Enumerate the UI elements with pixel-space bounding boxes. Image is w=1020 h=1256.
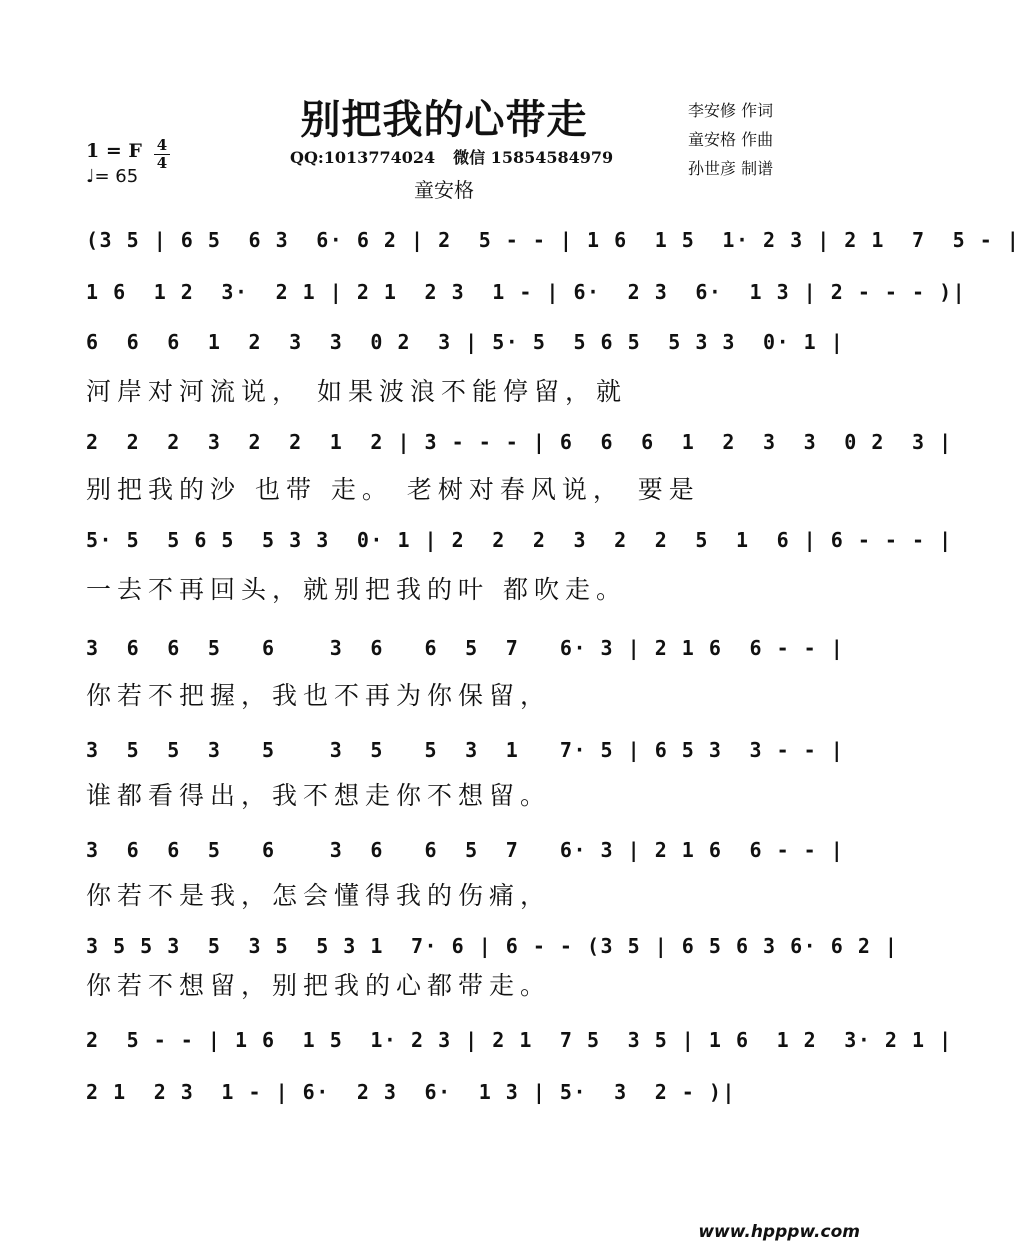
notation-line-1: (3 5 | 6 5 6 3 6· 6 2 | 2 5 - - | 1 6 1 5 1· 2 3 | 2 1 7 5 - | — [86, 228, 1020, 252]
notation-line-7: 3 5 5 3 5 3 5 5 3 1 7· 5 | 6 5 3 3 - - | — [86, 738, 845, 762]
notation-line-2: 1 6 1 2 3· 2 1 | 2 1 2 3 1 - | 6· 2 3 6· 1 3 | 2 - - - )| — [86, 280, 967, 304]
lyric-line-7: 谁都看得出，我不想走你不想留。 — [86, 781, 552, 810]
lyric-line-6: 你若不把握，我也不再为你保留， — [86, 681, 552, 710]
lyricist-credit: 李安修 作词 — [688, 101, 774, 120]
notation-line-8: 3 6 6 5 6 3 6 6 5 7 6· 3 | 2 1 6 6 - - | — [86, 838, 845, 862]
notation-line-10: 2 5 - - | 1 6 1 5 1· 2 3 | 2 1 7 5 3 5 | 1 6 1 2 3· 2 1 | — [86, 1028, 953, 1052]
notation-line-6: 3 6 6 5 6 3 6 6 5 7 6· 3 | 2 1 6 6 - - | — [86, 636, 845, 660]
lyric-line-4: 别把我的沙 也带 走。 老树对春风说， 要是 — [86, 475, 700, 504]
time-signature — [154, 138, 170, 171]
notation-line-11: 2 1 2 3 1 - | 6· 2 3 6· 1 3 | 5· 3 2 - )| — [86, 1080, 736, 1104]
composer-credit: 童安格 作曲 — [688, 130, 774, 149]
lyric-line-8: 你若不是我，怎会懂得我的伤痛， — [86, 881, 552, 910]
contact-wechat: 微信 15854584979 — [453, 148, 614, 167]
contact-info — [290, 145, 613, 168]
lyric-line-9: 你若不想留，别把我的心都带走。 — [86, 971, 552, 1000]
singer-name: 童安格 — [414, 178, 474, 202]
time-signature-top: 4 — [156, 136, 168, 154]
notation-line-5: 5· 5 5 6 5 5 3 3 0· 1 | 2 2 2 3 2 2 5 1 6 | 6 - - - | — [86, 528, 953, 552]
arranger-credit: 孙世彦 制谱 — [688, 159, 774, 178]
notation-line-4: 2 2 2 3 2 2 1 2 | 3 - - - | 6 6 6 1 2 3 3 0 2 3 | — [86, 430, 953, 454]
tempo-marking: ♩= 65 — [86, 166, 139, 187]
time-signature-bottom: 4 — [156, 154, 168, 172]
score-title: 别把我的心带走 — [300, 96, 588, 143]
credits-block — [688, 96, 773, 183]
lyric-line-3: 河岸对河流说， 如果波浪不能停留，就 — [86, 377, 627, 406]
footer-url: www.hpppw.com — [698, 1222, 860, 1242]
notation-line-9: 3 5 5 3 5 3 5 5 3 1 7· 6 | 6 - - (3 5 | 6 5 6 3 6· 6 2 | — [86, 934, 899, 958]
contact-qq: QQ:1013774024 — [290, 148, 436, 167]
notation-line-3: 6 6 6 1 2 3 3 0 2 3 | 5· 5 5 6 5 5 3 3 0· 1 | — [86, 330, 845, 354]
lyric-line-5: 一去不再回头，就别把我的叶 都吹走。 — [86, 575, 627, 604]
key-signature: 1 = F — [86, 140, 142, 162]
